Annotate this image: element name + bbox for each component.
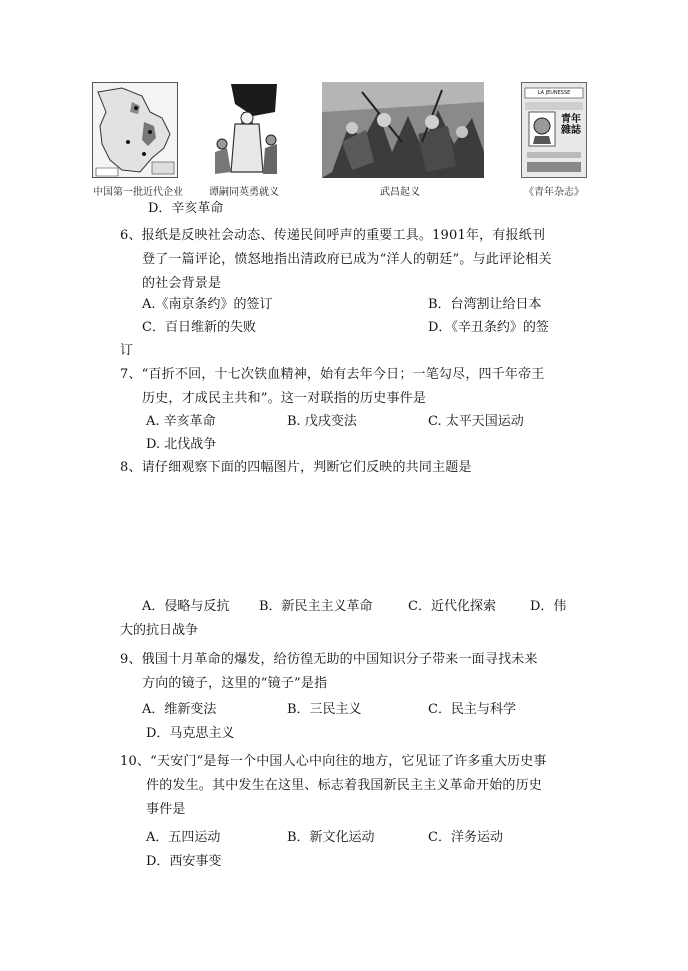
q8-option-a: A．侵略与反抗 [142, 599, 230, 614]
q10-option-a: A．五四运动 [146, 830, 221, 845]
q8-option-b: B．新民主主义革命 [259, 599, 373, 614]
q10-line-3: 事件是 [146, 802, 186, 817]
q8-option-d: D．伟 [530, 599, 567, 614]
q10-option-c: C．洋务运动 [428, 830, 503, 845]
q6-line-1: 6、报纸是反映社会动态、传递民间呼声的重要工具。1901年，有报纸刊 [120, 228, 546, 243]
q8-option-d-wrap: 大的抗日战争 [120, 623, 199, 638]
q5-option-d: D．辛亥革命 [148, 201, 224, 216]
q6-option-a: A.《南京条约》的签订 [142, 297, 273, 312]
q7-line-1: 7、“百折不回，十七次铁血精神，始有去年今日；一笔勾尽，四千年帝王 [120, 367, 545, 382]
q6-line-2: 登了一篇评论，愤怒地指出清政府已成为“洋人的朝廷”。与此评论相关 [142, 252, 552, 267]
q10-option-b: B．新文化运动 [287, 830, 375, 845]
q9-line-1: 9、俄国十月革命的爆发，给彷徨无助的中国知识分子带来一面寻找未来 [120, 652, 538, 667]
caption-figure-4: 《青年杂志》 [524, 187, 584, 198]
caption-figure-2: 谭嗣同英勇就义 [209, 187, 279, 198]
q6-line-3: 的社会背景是 [142, 276, 222, 291]
q6-option-b: B．台湾割让给日本 [428, 297, 542, 312]
q8-option-c: C．近代化探索 [408, 599, 496, 614]
q10-option-d: D．西安事变 [146, 854, 222, 869]
tan-sitong-image [213, 82, 279, 178]
q7-line-2: 历史，才成民主共和”。这一对联指的历史事件是 [142, 391, 427, 406]
q7-option-a: A. 辛亥革命 [146, 414, 216, 429]
q7-option-b: B. 戊戌变法 [287, 414, 357, 429]
q7-option-c: C. 太平天国运动 [428, 414, 524, 429]
q9-option-a: A．维新变法 [142, 702, 217, 717]
q6-option-d: D．《辛丑条约》的签 [428, 320, 549, 335]
caption-figure-1: 中国第一批近代企业 [93, 187, 183, 198]
q9-option-c: C．民主与科学 [428, 702, 516, 717]
wuchang-uprising-image [322, 82, 484, 178]
q9-line-2: 方向的镜子，这里的“镜子”是指 [142, 676, 328, 691]
map-image [92, 82, 178, 178]
q8-line-1: 8、请仔细观察下面的四幅图片，判断它们反映的共同主题是 [120, 460, 472, 475]
q6-option-c: C．百日维新的失败 [142, 320, 256, 335]
q10-line-2: 件的发生。其中发生在这里、标志着我国新民主主义革命开始的历史 [146, 778, 543, 793]
q10-line-1: 10、“天安门”是每一个中国人心中向往的地方，它见证了许多重大历史事 [120, 754, 547, 769]
q9-option-b: B．三民主义 [287, 702, 362, 717]
magazine-title-text: 青年雜誌 [561, 114, 581, 136]
q6-option-d-wrap: 订 [120, 343, 134, 358]
magazine-header-text: LA JEUNESSE [537, 90, 571, 96]
caption-figure-3: 武昌起义 [380, 187, 420, 198]
q7-option-d: D. 北伐战争 [146, 437, 217, 452]
q9-option-d: D．马克思主义 [146, 726, 235, 741]
